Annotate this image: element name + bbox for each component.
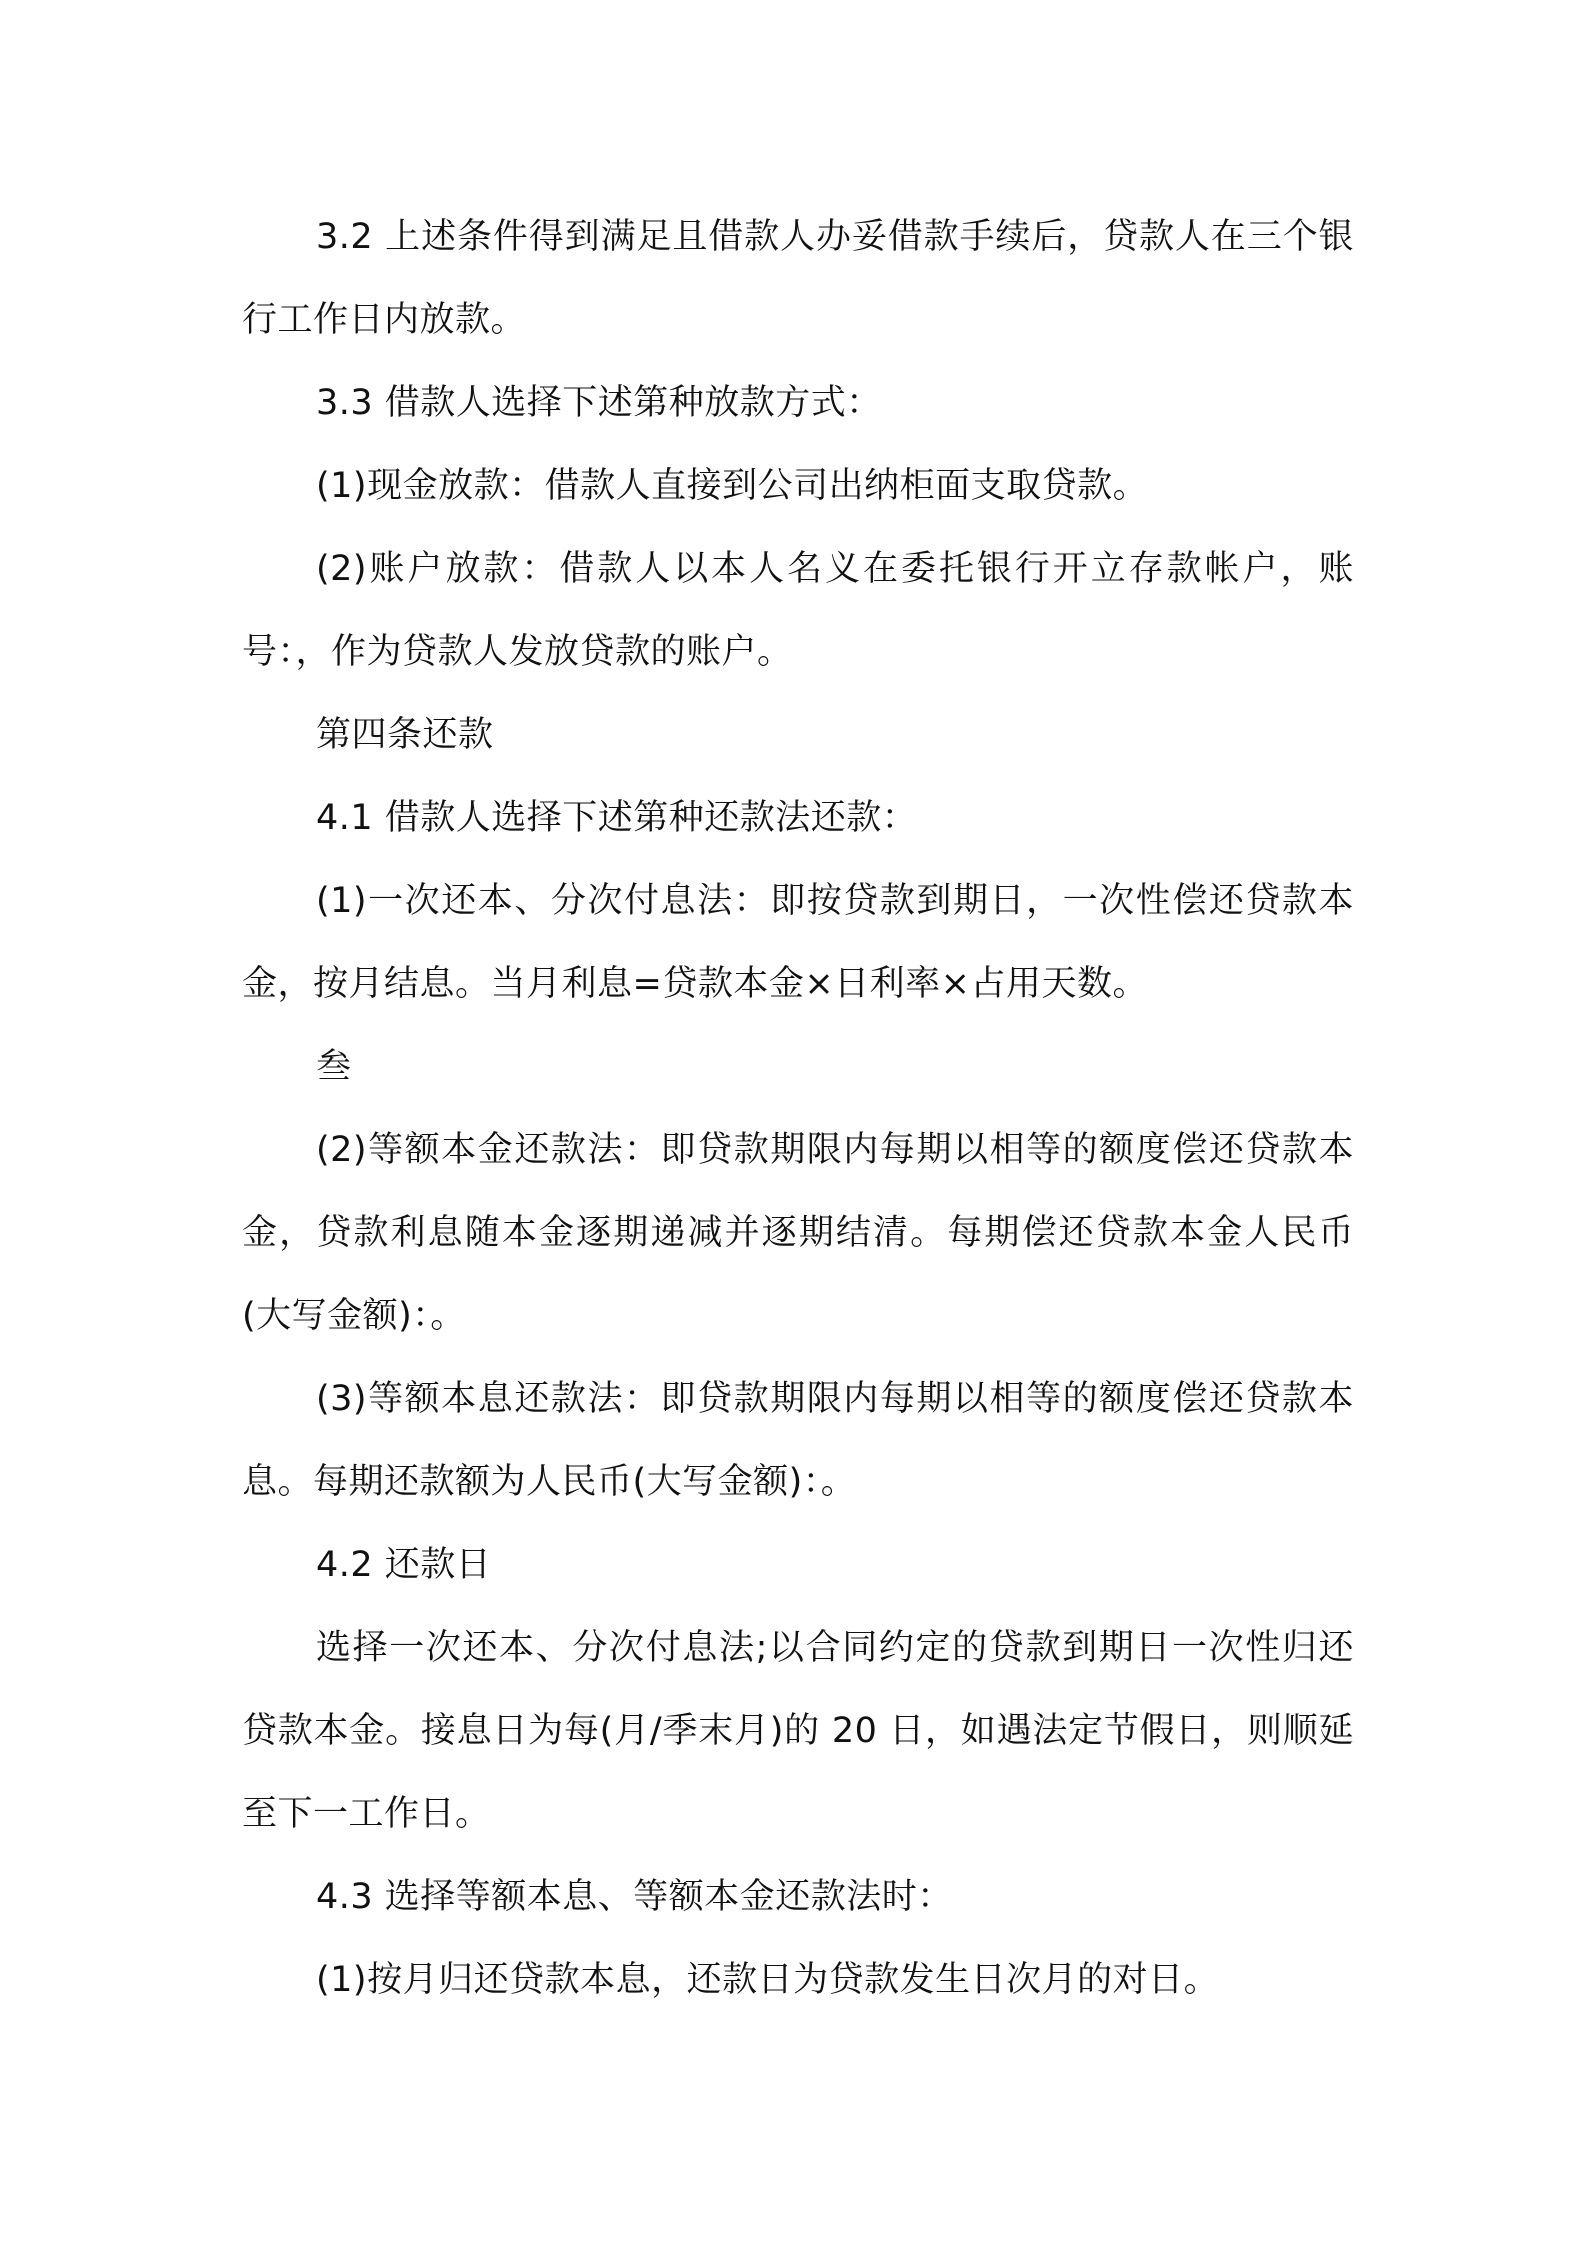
clause-3-3-option-2: (2)账户放款：借款人以本人名义在委托银行开立存款帐户，账号：，作为贷款人发放贷款的账户。: [242, 549, 1354, 672]
clause-4-2-body: 选择一次还本、分次付息法;以合同约定的贷款到期日一次性归还贷款本金。接息日为每(月/季末月)的 20 日，如遇法定节假日，则顺延至下一工作日。: [242, 1628, 1354, 1834]
clause-4-1: 4.1 借款人选择下述第种还款法还款：: [316, 798, 918, 838]
clause-3-3-option-1: (1)现金放款：借款人直接到公司出纳柜面支取贷款。: [316, 466, 1149, 506]
stray-character: 叁: [316, 1047, 352, 1087]
clause-4-2-heading: 4.2 还款日: [316, 1545, 492, 1585]
clause-4-3: 4.3 选择等额本息、等额本金还款法时：: [316, 1877, 953, 1917]
article-4-heading: 第四条还款: [316, 715, 494, 755]
document-body: [242, 196, 1354, 2022]
clause-3-2: 3.2 上述条件得到满足且借款人办妥借款手续后，贷款人在三个银行工作日内放款。: [242, 217, 1354, 340]
clause-3-3: 3.3 借款人选择下述第种放款方式：: [316, 383, 882, 423]
clause-4-1-option-3: (3)等额本息还款法：即贷款期限内每期以相等的额度偿还贷款本息。每期还款额为人民币(大写金额)：。: [242, 1379, 1354, 1502]
clause-4-1-option-2: (2)等额本金还款法：即贷款期限内每期以相等的额度偿还贷款本金，贷款利息随本金逐期递减并逐期结清。每期偿还贷款本金人民币(大写金额)：。: [242, 1130, 1354, 1336]
clause-4-3-option-1: (1)按月归还贷款本息，还款日为贷款发生日次月的对日。: [316, 1960, 1220, 2000]
clause-4-1-option-1: (1)一次还本、分次付息法：即按贷款到期日，一次性偿还贷款本金，按月结息。当月利息=贷款本金×日利率×占用天数。: [242, 881, 1354, 1004]
